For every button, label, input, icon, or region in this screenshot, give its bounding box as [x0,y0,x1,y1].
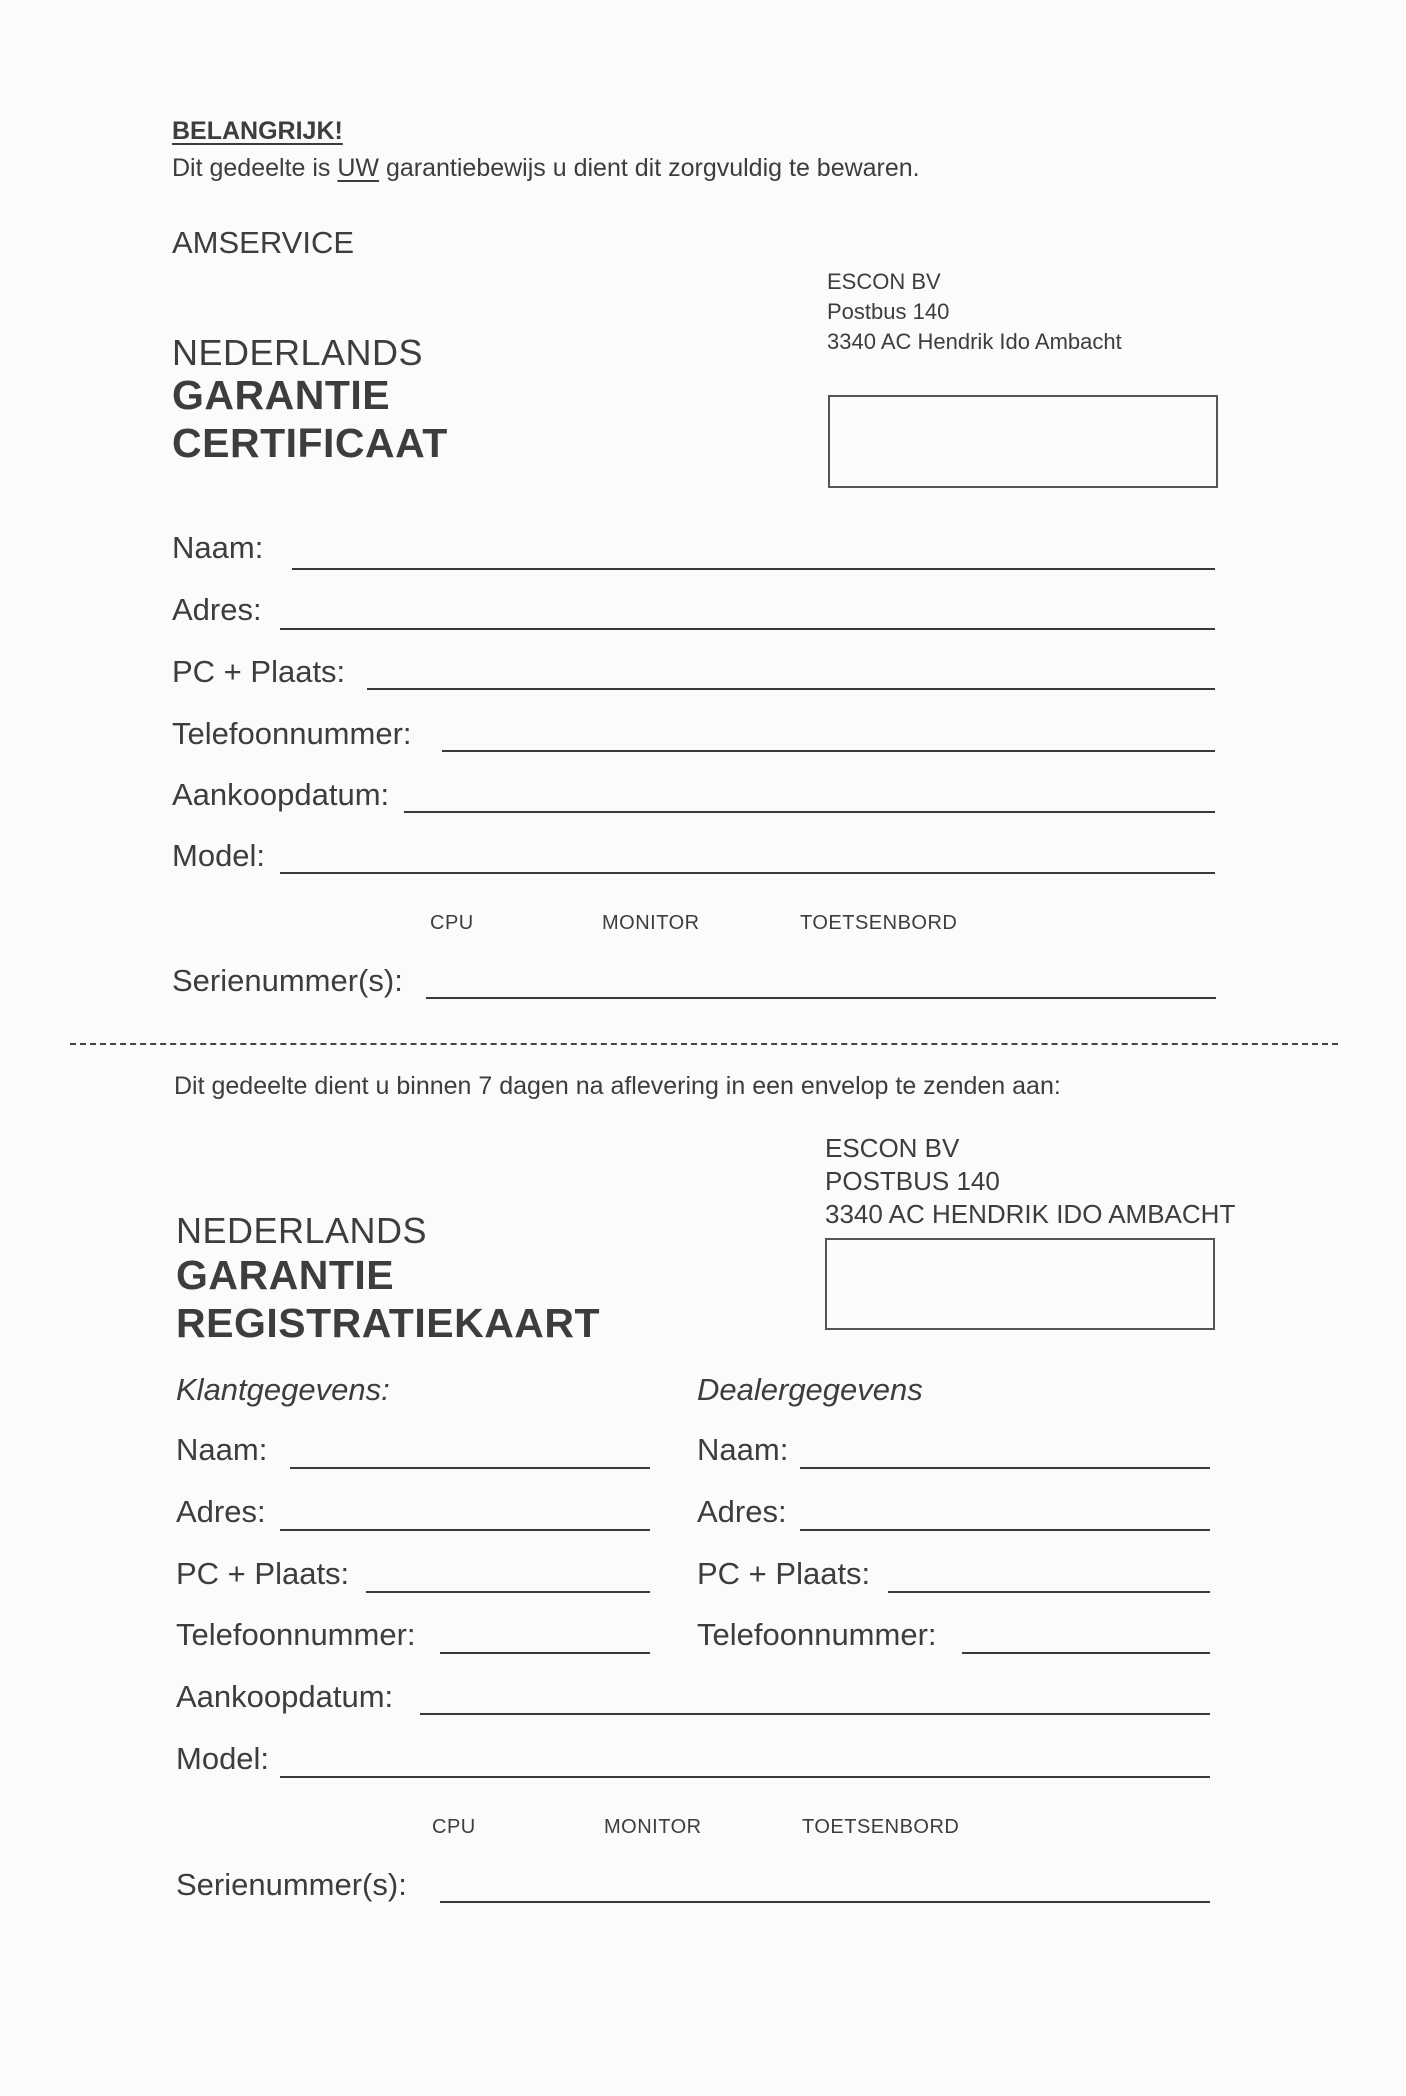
bottom-serial-col-monitor: MONITOR [604,1816,702,1838]
top-recipient-address [827,267,1122,357]
bottom-title-bold-2: REGISTRATIEKAART [176,1300,601,1346]
bottom-serial-line[interactable] [440,1901,1210,1903]
bottom-recipient-address [825,1132,1235,1231]
top-field-naam-line[interactable] [292,568,1215,570]
top-address-line-2: Postbus 140 [827,299,950,324]
top-title-light: NEDERLANDS [172,332,424,373]
klant-pc-plaats-label: PC + Plaats: [176,1556,350,1591]
top-field-adres-line[interactable] [280,628,1215,630]
bottom-title-bold-1: GARANTIE [176,1252,395,1298]
bottom-aankoopdatum-line[interactable] [420,1713,1210,1715]
intro-text [172,154,920,183]
bottom-model-label: Model: [176,1741,270,1776]
dealer-heading: Dealergegevens [697,1372,923,1407]
top-field-model-line[interactable] [280,872,1215,874]
top-field-model-label: Model: [172,838,266,873]
dealer-telefoon-label: Telefoonnummer: [697,1617,937,1652]
dealer-naam-line[interactable] [800,1467,1210,1469]
bottom-instruction: Dit gedeelte dient u binnen 7 dagen na aflevering in een envelop te zenden aan: [174,1072,1061,1100]
top-address-line-1: ESCON BV [827,269,941,294]
bottom-aankoopdatum-label: Aankoopdatum: [176,1679,394,1714]
top-serial-label: Serienummer(s): [172,963,403,998]
top-serial-col-cpu: CPU [430,912,474,934]
intro-text-emphasis: UW [337,154,380,182]
dealer-pc-plaats-label: PC + Plaats: [697,1556,871,1591]
klant-pc-plaats-line[interactable] [366,1591,650,1593]
top-field-pc-plaats-line[interactable] [367,688,1215,690]
top-serial-col-monitor: MONITOR [602,912,700,934]
top-field-aankoopdatum-line[interactable] [404,811,1215,813]
klant-heading: Klantgegevens: [176,1372,390,1407]
top-field-adres-label: Adres: [172,592,262,627]
klant-naam-label: Naam: [176,1432,268,1467]
cut-line [70,1043,1338,1045]
top-field-telefoon-label: Telefoonnummer: [172,716,412,751]
intro-text-pre: Dit gedeelte is [172,154,338,182]
dealer-pc-plaats-line[interactable] [888,1591,1210,1593]
dealer-adres-line[interactable] [800,1529,1210,1531]
top-serial-col-toetsenbord: TOETSENBORD [800,912,958,934]
klant-naam-line[interactable] [290,1467,650,1469]
top-field-telefoon-line[interactable] [442,750,1215,752]
top-field-aankoopdatum-label: Aankoopdatum: [172,777,390,812]
top-field-pc-plaats-label: PC + Plaats: [172,654,346,689]
bottom-serial-label: Serienummer(s): [176,1867,407,1902]
top-serial-line[interactable] [426,997,1216,999]
bottom-address-line-2: POSTBUS 140 [825,1166,1000,1196]
bottom-address-line-1: ESCON BV [825,1133,960,1163]
top-stamp-box[interactable] [828,395,1218,488]
bottom-title-light: NEDERLANDS [176,1210,428,1251]
klant-telefoon-line[interactable] [440,1652,650,1654]
bottom-serial-col-toetsenbord: TOETSENBORD [802,1816,960,1838]
klant-adres-label: Adres: [176,1494,266,1529]
intro-text-post: garantiebewijs u dient dit zorgvuldig te bewaren. [379,154,920,182]
bottom-address-line-3: 3340 AC HENDRIK IDO AMBACHT [825,1199,1236,1229]
bottom-serial-col-cpu: CPU [432,1816,476,1838]
klant-adres-line[interactable] [280,1529,650,1531]
amservice-label: AMSERVICE [172,225,355,260]
top-title-bold-2: CERTIFICAAT [172,420,448,466]
bottom-model-line[interactable] [280,1776,1210,1778]
dealer-telefoon-line[interactable] [962,1652,1210,1654]
top-field-naam-label: Naam: [172,530,264,565]
klant-telefoon-label: Telefoonnummer: [176,1617,416,1652]
important-heading: BELANGRIJK! [172,117,343,145]
top-title-bold-1: GARANTIE [172,372,391,418]
dealer-adres-label: Adres: [697,1494,787,1529]
top-address-line-3: 3340 AC Hendrik Ido Ambacht [827,329,1122,354]
bottom-stamp-box[interactable] [825,1238,1215,1330]
dealer-naam-label: Naam: [697,1432,789,1467]
